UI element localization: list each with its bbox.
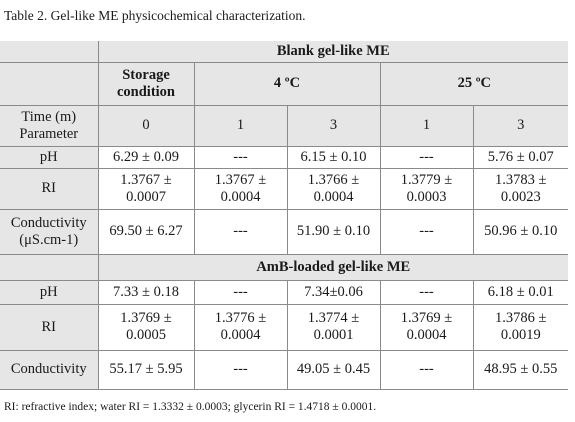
- table-caption: Table 2. Gel-like ME physicochemical characterization.: [4, 8, 306, 23]
- blank-conductivity-label: Conductivity (μS.cm-1): [0, 209, 98, 254]
- amb-group-header: AmB-loaded gel-like ME: [98, 254, 568, 280]
- corner-cell-3: [0, 254, 98, 280]
- table-cell: 1.3769 ± 0.0004: [380, 304, 473, 350]
- table-cell: 7.33 ± 0.18: [98, 280, 194, 304]
- table-cell: 1.3769 ± 0.0005: [98, 304, 194, 350]
- table-cell: 50.96 ± 0.10: [473, 209, 568, 254]
- table-cell: 1.3766 ± 0.0004: [287, 168, 380, 209]
- table-cell: ---: [194, 209, 287, 254]
- table-cell: 7.34±0.06: [287, 280, 380, 304]
- time-25c-1: 1: [380, 105, 473, 146]
- table-cell: 1.3783 ± 0.0023: [473, 168, 568, 209]
- temp-4-header: 4 ºC: [194, 62, 380, 105]
- table-cell: 6.18 ± 0.01: [473, 280, 568, 304]
- table-cell: ---: [194, 146, 287, 168]
- time-4c-1: 1: [194, 105, 287, 146]
- time-0: 0: [98, 105, 194, 146]
- table-footnote: RI: refractive index; water RI = 1.3332 ± 0.0003; glycerin RI = 1.4718 ± 0.0001.: [4, 401, 377, 413]
- temp-25-header: 25 ºC: [380, 62, 568, 105]
- table-cell: 69.50 ± 6.27: [98, 209, 194, 254]
- table-cell: 6.29 ± 0.09: [98, 146, 194, 168]
- table-cell: 49.05 ± 0.45: [287, 350, 380, 389]
- blank-group-header: Blank gel-like ME: [98, 41, 568, 62]
- amb-conductivity-label: Conductivity: [0, 350, 98, 389]
- table-cell: 6.15 ± 0.10: [287, 146, 380, 168]
- table-cell: ---: [380, 146, 473, 168]
- table-cell: 1.3779 ± 0.0003: [380, 168, 473, 209]
- time-label: Time (m): [21, 108, 77, 125]
- table-cell: ---: [380, 350, 473, 389]
- parameter-label: Parameter: [19, 125, 79, 142]
- table-cell: ---: [194, 350, 287, 389]
- time-4c-3: 3: [287, 105, 380, 146]
- table-cell: 1.3767 ± 0.0007: [98, 168, 194, 209]
- corner-cell: [0, 41, 98, 62]
- table-cell: 5.76 ± 0.07: [473, 146, 568, 168]
- amb-ri-label: RI: [0, 304, 98, 350]
- characterization-table: [0, 41, 568, 390]
- table-cell: 1.3767 ± 0.0004: [194, 168, 287, 209]
- table-cell: ---: [380, 209, 473, 254]
- time-25c-3: 3: [473, 105, 568, 146]
- table-cell: 55.17 ± 5.95: [98, 350, 194, 389]
- blank-ri-label: RI: [0, 168, 98, 209]
- table-cell: 1.3774 ± 0.0001: [287, 304, 380, 350]
- blank-ph-label: pH: [0, 146, 98, 168]
- table-cell: 1.3776 ± 0.0004: [194, 304, 287, 350]
- storage-condition-header: Storage condition: [98, 62, 194, 105]
- table-cell: ---: [380, 280, 473, 304]
- table-cell: 1.3786 ± 0.0019: [473, 304, 568, 350]
- amb-ph-label: pH: [0, 280, 98, 304]
- table-cell: 48.95 ± 0.55: [473, 350, 568, 389]
- corner-cell-2: [0, 62, 98, 105]
- time-parameter-header: [0, 105, 98, 146]
- table-cell: ---: [194, 280, 287, 304]
- table-cell: 51.90 ± 0.10: [287, 209, 380, 254]
